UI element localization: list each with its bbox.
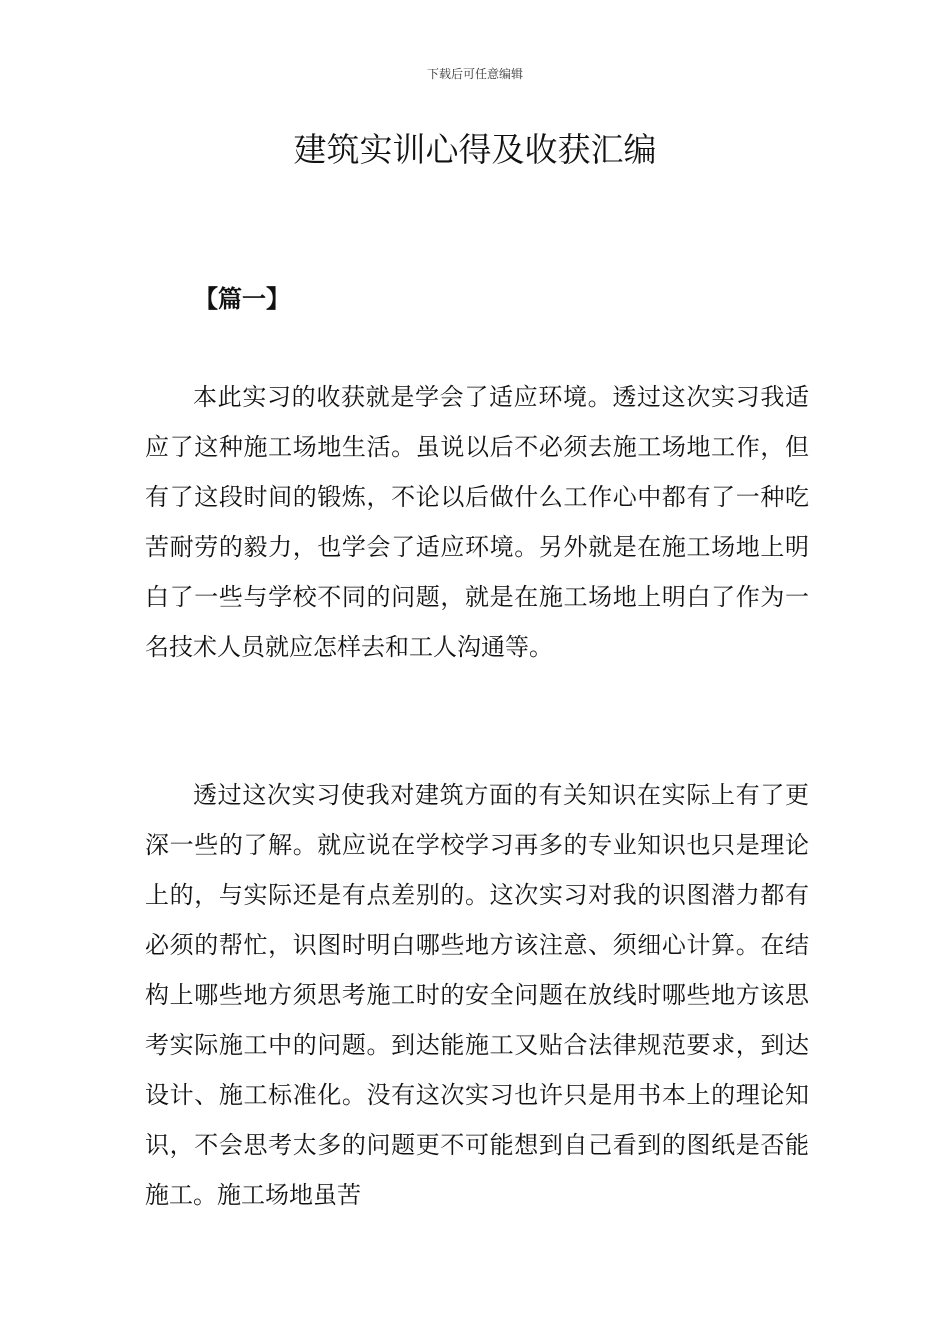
section-heading: 【篇一】 — [194, 285, 290, 313]
header-note: 下载后可任意编辑 — [426, 67, 523, 81]
body-paragraph-2: 透过这次实习使我对建筑方面的有关知识在实际上有了更深一些的了解。就应说在学校学习再多的专业知识也只是理论上的，与实际还是有点差别的。这次实习对我的识图潜力都有必须的帮忙，识图时明白哪些地方该注意、须细心计算。在结构上哪些地方须思考施工时的安全问题在放线时哪些地方该思考实际施工中的问题。到达能施工又贴合法律规范要求，到达设计、施工标准化。没有这次实习也许只是用书本上的理论知识，不会思考太多的问题更不可能想到自己看到的图纸是否能施工。施工场地虽苦 — [145, 781, 809, 1209]
document-title: 建筑实训心得及收获汇编 — [293, 130, 657, 169]
body-paragraph-1: 本此实习的收获就是学会了适应环境。透过这次实习我适应了这种施工场地生活。虽说以后不必须去施工场地工作，但有了这段时间的锻炼，不论以后做什么工作心中都有了一种吃苦耐劳的毅力，也学会了适应环境。另外就是在施工场地上明白了一些与学校不同的问题，就是在施工场地上明白了作为一名技术人员就应怎样去和工人沟通等。 — [145, 383, 809, 661]
